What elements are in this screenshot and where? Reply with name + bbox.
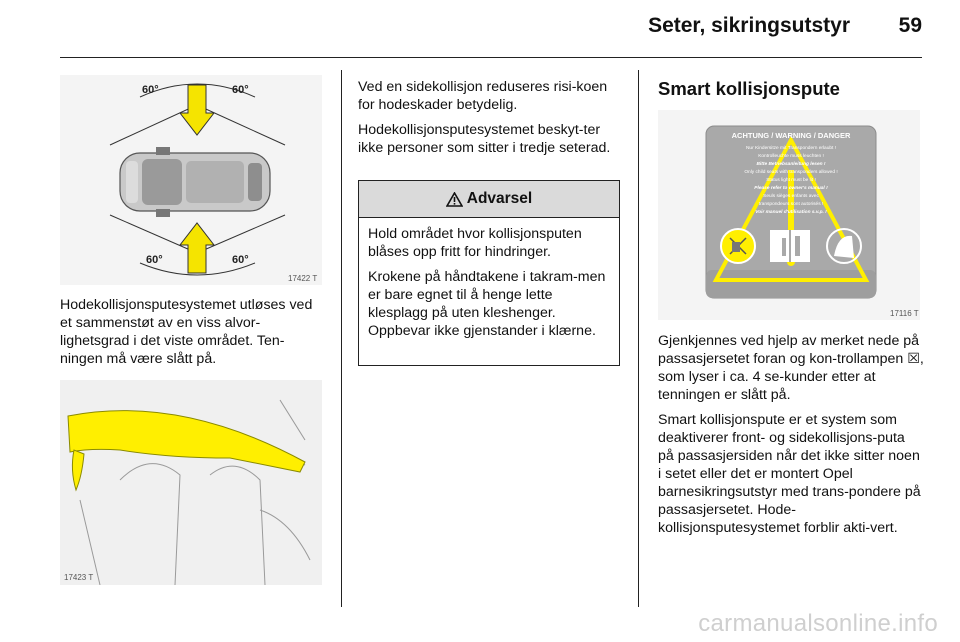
section-heading: Smart kollisjonspute bbox=[658, 78, 840, 99]
warning-title: Advarsel bbox=[466, 190, 533, 207]
figure-code: 17116 T bbox=[890, 309, 919, 318]
car-top-view bbox=[120, 147, 270, 217]
angle-label-top-right: 60° bbox=[232, 84, 249, 96]
right-paragraph-2: Smart kollisjonspute er et system som deaktiverer front- og sidekollisjons-puta på passasjersiden når det ikke sitter noen i setet eller det er montert Opel barnesikringsutstyr med trans-pondere på passasjersetet. Hode-kollisjonsputesystemet forblir akti-vert. bbox=[658, 412, 921, 536]
warning-box bbox=[358, 180, 620, 366]
middle-paragraph-2: Hodekollisjonsputesystemet beskyt-ter ikke personer som sitter i tredje seterad. bbox=[358, 122, 611, 156]
label-line: Please refer to owner's manual ! bbox=[754, 186, 828, 191]
label-line: Status light must be lit ! bbox=[766, 178, 816, 183]
middle-paragraphs bbox=[358, 78, 622, 164]
watermark[interactable]: carmanualsonline.info bbox=[698, 610, 938, 637]
left-paragraph: Hodekollisjonsputesystemet utløses ved et sammenstøt av en viss alvor-lighetsgrad i det viste området. Ten-ningen må være slått på. bbox=[60, 297, 313, 367]
warning-paragraph-2: Krokene på håndtakene i takram-men er bare egnet til å henge lette klesplagg på uten kleshenger. Oppbevar ikke gjenstander i klærne. bbox=[368, 269, 606, 339]
page-number: 59 bbox=[898, 14, 922, 37]
column-separator-right bbox=[638, 70, 639, 607]
label-line: Seuls sièges enfants avec bbox=[763, 194, 819, 199]
angle-label-top-left: 60° bbox=[142, 84, 159, 96]
figure-airbag-label bbox=[658, 110, 920, 320]
warning-triangle-icon bbox=[446, 192, 463, 207]
figure-code: 17423 T bbox=[64, 573, 94, 582]
warning-paragraph-1: Hold området hvor kollisjonsputen blåses opp fritt for hindringer. bbox=[368, 226, 582, 260]
label-line: ACHTUNG / WARNING / DANGER bbox=[731, 131, 851, 140]
header-rule bbox=[60, 57, 922, 58]
warning-header bbox=[359, 181, 619, 218]
label-line: Nur Kindersitze mit Transpondern erlaubt ! bbox=[745, 146, 837, 151]
angle-label-bottom-right: 60° bbox=[232, 254, 249, 266]
label-line: Kontrolleuchte muss leuchten ! bbox=[758, 154, 824, 159]
column-separator-left bbox=[341, 70, 342, 607]
right-paragraph-1: Gjenkjennes ved hjelp av merket nede på passasjersetet foran og kon-trollampen ☒, som lyser i ca. 4 se-kunder etter at tenningen er slått på. bbox=[658, 333, 924, 403]
angle-label-bottom-left: 60° bbox=[146, 254, 163, 266]
figure-impact-zones bbox=[60, 75, 322, 285]
warning-body bbox=[359, 218, 619, 340]
airbag-off-icon bbox=[721, 229, 755, 263]
label-line: transpondeurs sont autorisés ! bbox=[758, 202, 824, 207]
section-title: Seter, sikringsutstyr bbox=[648, 14, 850, 37]
middle-paragraph-1: Ved en sidekollisjon reduseres risi-koen for hodeskader betydelig. bbox=[358, 79, 608, 113]
label-line: Only child seats with transponders allowed ! bbox=[744, 170, 838, 175]
label-line: Bitte Betriebsanleitung lesen ! bbox=[756, 162, 826, 167]
manual-book-icon bbox=[770, 230, 810, 262]
figure-curtain-airbag bbox=[60, 380, 322, 585]
figure-code: 17422 T bbox=[288, 274, 318, 283]
right-paragraphs bbox=[658, 332, 924, 544]
label-line: Voir manuel d'utilisation s.v.p. ! bbox=[755, 210, 827, 215]
